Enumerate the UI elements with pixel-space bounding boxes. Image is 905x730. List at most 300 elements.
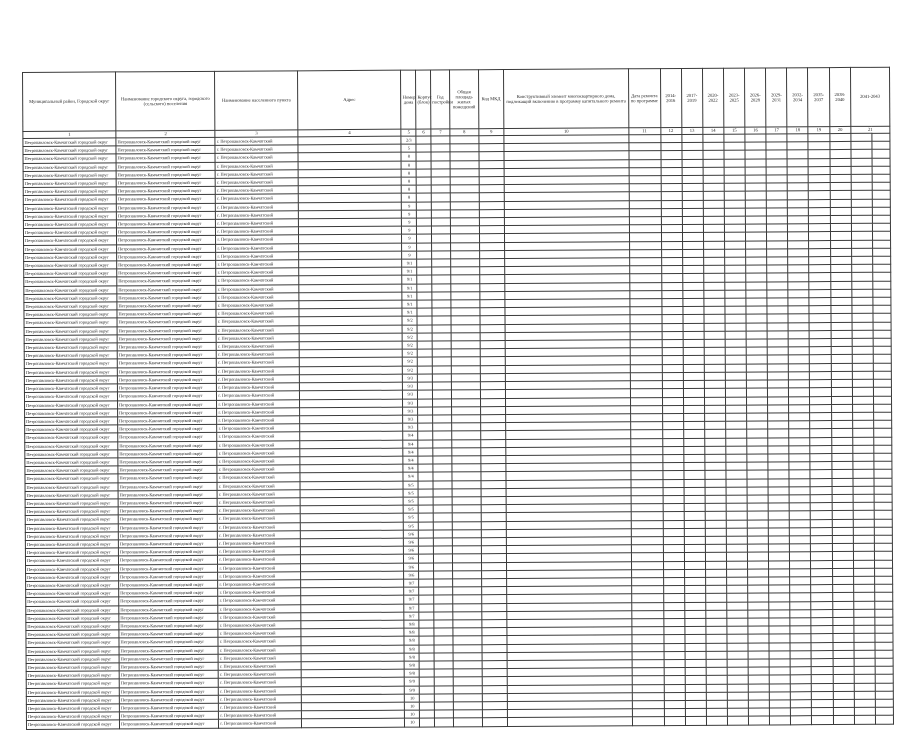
period-cell xyxy=(727,659,748,667)
district-cell: Петропавловск-Камчатский городской округ xyxy=(24,294,117,303)
house-number-cell: 9/4 xyxy=(403,464,418,472)
period-cell xyxy=(852,355,873,363)
period-cell xyxy=(767,298,788,306)
living-area-cell xyxy=(453,603,482,611)
period-cell xyxy=(663,528,684,536)
settlement-cell: г. Петропавловск-Камчатский xyxy=(218,588,301,597)
municipality-cell: Петропавловск-Камчатский городской округ xyxy=(117,277,216,286)
municipality-cell: Петропавловск-Камчатский городской округ xyxy=(117,269,216,278)
period-cell xyxy=(788,314,809,322)
column-number-cell: 20 xyxy=(829,126,850,133)
period-cell xyxy=(831,322,852,330)
building-block-cell xyxy=(418,415,433,423)
build-year-cell xyxy=(432,226,451,234)
repair-date-cell xyxy=(632,602,664,610)
period-cell xyxy=(726,462,747,470)
column-number-cell: 15 xyxy=(724,127,745,134)
period-cell xyxy=(810,396,831,404)
living-area-cell xyxy=(450,210,479,218)
period-cell xyxy=(789,486,810,494)
house-number-cell: 10 xyxy=(405,719,420,727)
period-cell xyxy=(769,610,790,618)
period-cell xyxy=(853,568,874,576)
build-year-cell xyxy=(432,357,451,365)
building-code-cell xyxy=(481,562,506,570)
district-cell: Петропавловск-Камчатский городской округ xyxy=(24,335,117,344)
district-cell: Петропавловск-Камчатский городской округ xyxy=(23,154,116,163)
period-cell xyxy=(683,364,704,372)
build-year-cell xyxy=(432,333,451,341)
repair-date-cell xyxy=(630,405,662,413)
period-cell xyxy=(770,716,791,724)
living-area-cell xyxy=(452,464,481,472)
period-cell xyxy=(809,248,830,256)
repair-date-cell xyxy=(629,167,661,175)
period-cell xyxy=(875,584,893,592)
period-cell xyxy=(810,355,831,363)
period-cell xyxy=(746,241,767,249)
repair-date-cell xyxy=(629,184,661,192)
period-cell xyxy=(662,463,683,471)
period-cell xyxy=(768,405,789,413)
repair-date-cell xyxy=(629,225,661,233)
period-cell xyxy=(703,224,724,232)
period-cell xyxy=(663,545,684,553)
house-number-cell: 9/2 xyxy=(403,333,418,341)
period-cell xyxy=(852,379,873,387)
building-block-cell xyxy=(417,193,432,201)
period-cell xyxy=(874,429,892,437)
district-cell: Петропавловск-Камчатский городской округ xyxy=(25,556,118,565)
living-area-cell xyxy=(451,218,480,226)
municipality-cell: Петропавловск-Камчатский городской округ xyxy=(118,482,217,491)
period-cell xyxy=(726,413,747,421)
building-code-cell xyxy=(480,316,505,324)
period-cell xyxy=(873,314,891,322)
period-cell xyxy=(703,208,724,216)
house-number-cell: 9/1 xyxy=(402,300,417,308)
period-cell xyxy=(853,453,874,461)
period-cell xyxy=(748,626,769,634)
period-cell xyxy=(830,240,851,248)
period-cell xyxy=(809,306,830,314)
living-area-cell xyxy=(450,193,479,201)
building-block-cell xyxy=(416,136,431,144)
repair-date-cell xyxy=(632,676,664,684)
period-cell xyxy=(787,175,808,183)
period-cell xyxy=(685,676,706,684)
district-cell: Петропавловск-Камчатский городской округ xyxy=(25,441,118,450)
building-block-cell xyxy=(419,522,434,530)
build-year-cell xyxy=(433,489,452,497)
period-cell xyxy=(726,561,747,569)
period-cell xyxy=(664,643,685,651)
building-block-cell xyxy=(418,366,433,374)
municipality-cell: Петропавловск-Камчатский городской округ xyxy=(119,687,218,696)
period-cell xyxy=(830,158,851,166)
header-cell: 2038-2040 xyxy=(829,67,851,126)
house-number-cell: 10 xyxy=(405,694,420,702)
period-cell xyxy=(788,331,809,339)
header-cell: 2035-2037 xyxy=(808,68,830,127)
municipality-cell: Петропавловск-Камчатский городской округ xyxy=(119,695,218,704)
period-cell xyxy=(705,446,726,454)
build-year-cell xyxy=(431,160,450,168)
period-cell xyxy=(853,560,874,568)
municipality-cell: Петропавловск-Камчатский городской округ xyxy=(119,703,218,712)
building-code-cell xyxy=(481,603,506,611)
building-code-cell xyxy=(480,447,505,455)
period-cell xyxy=(851,224,872,232)
period-cell xyxy=(769,667,790,675)
house-number-cell: 9/8 xyxy=(405,661,420,669)
period-cell xyxy=(745,200,766,208)
period-cell xyxy=(727,708,748,716)
period-cell xyxy=(810,445,831,453)
settlement-cell: г. Петропавловск-Камчатский xyxy=(216,301,299,310)
period-cell xyxy=(664,659,685,667)
structural-element-cell xyxy=(507,717,632,726)
period-cell xyxy=(873,264,891,272)
settlement-cell: г. Петропавловск-Камчатский xyxy=(217,473,300,482)
build-year-cell xyxy=(434,595,453,603)
building-code-cell xyxy=(480,439,505,447)
period-cell xyxy=(746,364,767,372)
period-cell xyxy=(746,355,767,363)
build-year-cell xyxy=(432,284,451,292)
period-cell xyxy=(746,249,767,257)
period-cell xyxy=(725,257,746,265)
period-cell xyxy=(875,683,893,691)
house-number-cell: 9/5 xyxy=(404,505,419,513)
settlement-cell: г. Петропавловск-Камчатский xyxy=(218,637,301,646)
living-area-cell xyxy=(451,226,480,234)
header-cell: Адрес xyxy=(297,70,401,130)
repair-date-cell xyxy=(629,241,661,249)
building-block-cell xyxy=(418,398,433,406)
period-cell xyxy=(831,314,852,322)
period-cell xyxy=(874,453,892,461)
settlement-cell: г. Петропавловск-Камчатский xyxy=(218,596,301,605)
period-cell xyxy=(830,183,851,191)
column-number-cell: 16 xyxy=(745,127,766,134)
building-block-cell xyxy=(418,481,433,489)
living-area-cell xyxy=(453,546,482,554)
repair-date-cell xyxy=(631,528,663,536)
period-cell xyxy=(663,553,684,561)
period-cell xyxy=(788,224,809,232)
period-cell xyxy=(746,232,767,240)
district-cell: Петропавловск-Камчатский городской округ xyxy=(26,655,119,664)
municipality-cell: Петропавловск-Камчатский городской округ xyxy=(117,326,216,335)
period-cell xyxy=(811,544,832,552)
period-cell xyxy=(746,265,767,273)
period-cell xyxy=(745,183,766,191)
living-area-cell xyxy=(453,669,482,677)
settlement-cell: г. Петропавловск-Камчатский xyxy=(217,350,300,359)
settlement-cell: г. Петропавловск-Камчатский xyxy=(217,334,300,343)
building-block-cell xyxy=(418,513,433,521)
period-cell xyxy=(831,453,852,461)
house-number-cell: 9/7 xyxy=(404,604,419,612)
period-cell xyxy=(790,568,811,576)
building-block-cell xyxy=(417,284,432,292)
district-cell: Петропавловск-Камчатский городской округ xyxy=(24,245,117,254)
period-cell xyxy=(851,183,872,191)
period-cell xyxy=(662,479,683,487)
settlement-cell: г. Петропавловск-Камчатский xyxy=(216,186,299,195)
period-cell xyxy=(854,667,875,675)
municipality-cell: Петропавловск-Камчатский городской округ xyxy=(118,523,217,532)
period-cell xyxy=(683,380,704,388)
house-number-cell: 9/1 xyxy=(402,259,417,267)
period-cell xyxy=(661,266,682,274)
period-cell xyxy=(810,330,831,338)
repair-date-cell xyxy=(630,414,662,422)
building-code-cell xyxy=(479,275,504,283)
period-cell xyxy=(767,314,788,322)
period-cell xyxy=(705,536,726,544)
settlement-cell: г. Петропавловск-Камчатский xyxy=(216,284,299,293)
period-cell xyxy=(747,429,768,437)
period-cell xyxy=(851,240,872,248)
building-block-cell xyxy=(417,218,432,226)
municipality-cell: Петропавловск-Камчатский городской округ xyxy=(116,178,215,187)
period-cell xyxy=(874,486,892,494)
district-cell: Петропавловск-Камчатский городской округ xyxy=(23,228,116,237)
period-cell xyxy=(873,404,891,412)
period-cell xyxy=(724,167,745,175)
build-year-cell xyxy=(432,316,451,324)
header-cell: 2026-2028 xyxy=(745,68,767,127)
period-cell xyxy=(790,593,811,601)
period-cell xyxy=(831,363,852,371)
living-area-cell xyxy=(453,702,482,710)
district-cell: Петропавловск-Камчатский городской округ xyxy=(25,458,118,467)
period-cell xyxy=(788,298,809,306)
settlement-cell: г. Петропавловск-Камчатский xyxy=(218,645,301,654)
living-area-cell xyxy=(453,587,482,595)
municipality-cell: Петропавловск-Камчатский городской округ xyxy=(117,252,216,261)
municipality-cell: Петропавловск-Камчатский городской округ xyxy=(119,588,218,597)
district-cell: Петропавловск-Камчатский городской округ xyxy=(25,532,118,541)
period-cell xyxy=(705,577,726,585)
settlement-cell: г. Петропавловск-Камчатский xyxy=(219,686,302,695)
period-cell xyxy=(727,626,748,634)
period-cell xyxy=(767,322,788,330)
period-cell xyxy=(809,175,830,183)
period-cell xyxy=(768,487,789,495)
period-cell xyxy=(810,322,831,330)
living-area-cell xyxy=(452,390,481,398)
building-block-cell xyxy=(417,275,432,283)
period-cell xyxy=(726,487,747,495)
period-cell xyxy=(726,479,747,487)
municipality-cell: Петропавловск-Камчатский городской округ xyxy=(117,351,216,360)
building-block-cell xyxy=(417,234,432,242)
building-block-cell xyxy=(419,612,434,620)
period-cell xyxy=(875,576,893,584)
building-block-cell xyxy=(419,661,434,669)
build-year-cell xyxy=(433,497,452,505)
period-cell xyxy=(745,167,766,175)
period-cell xyxy=(851,232,872,240)
period-cell xyxy=(663,536,684,544)
period-cell xyxy=(725,274,746,282)
period-cell xyxy=(726,520,747,528)
building-code-cell xyxy=(481,579,506,587)
repair-date-cell xyxy=(631,512,663,520)
repair-date-cell xyxy=(631,578,663,586)
period-cell xyxy=(853,511,874,519)
building-block-cell xyxy=(418,489,433,497)
period-cell xyxy=(851,256,872,264)
period-cell xyxy=(768,478,789,486)
period-cell xyxy=(703,183,724,191)
municipality-cell: Петропавловск-Камчатский городской округ xyxy=(118,441,217,450)
period-cell xyxy=(831,339,852,347)
build-year-cell xyxy=(433,407,452,415)
building-code-cell xyxy=(481,587,506,595)
municipality-cell: Петропавловск-Камчатский городской округ xyxy=(116,203,215,212)
period-cell xyxy=(769,626,790,634)
period-cell xyxy=(769,552,790,560)
period-cell xyxy=(812,708,833,716)
living-area-cell xyxy=(450,144,479,152)
building-code-cell xyxy=(481,538,506,546)
period-cell xyxy=(767,281,788,289)
period-cell xyxy=(809,314,830,322)
district-cell: Петропавловск-Камчатский городской округ xyxy=(25,507,118,516)
repair-date-cell xyxy=(632,717,664,725)
period-cell xyxy=(808,134,829,142)
house-number-cell: 9/1 xyxy=(402,284,417,292)
period-cell xyxy=(724,216,745,224)
period-cell xyxy=(662,340,683,348)
period-cell xyxy=(685,668,706,676)
period-cell xyxy=(664,717,685,725)
period-cell xyxy=(727,602,748,610)
period-cell xyxy=(704,421,725,429)
municipality-cell: Петропавловск-Камчатский городской округ xyxy=(119,621,218,630)
period-cell xyxy=(833,708,854,716)
house-number-cell: 9/6 xyxy=(404,538,419,546)
period-cell xyxy=(811,486,832,494)
period-cell xyxy=(663,512,684,520)
municipality-cell: Петропавловск-Камчатский городской округ xyxy=(117,293,216,302)
district-cell: Петропавловск-Камчатский городской округ xyxy=(24,327,117,336)
building-code-cell xyxy=(479,242,504,250)
municipality-cell: Петропавловск-Камчатский городской округ xyxy=(116,195,215,204)
repair-date-cell xyxy=(629,266,661,274)
period-cell xyxy=(726,438,747,446)
living-area-cell xyxy=(451,251,480,259)
period-cell xyxy=(833,634,854,642)
period-cell xyxy=(789,421,810,429)
period-cell xyxy=(769,634,790,642)
period-cell xyxy=(683,405,704,413)
living-area-cell xyxy=(454,710,483,718)
building-code-cell xyxy=(482,669,507,677)
build-year-cell xyxy=(434,669,453,677)
building-code-cell xyxy=(481,513,506,521)
period-cell xyxy=(725,388,746,396)
living-area-cell xyxy=(452,472,481,480)
period-cell xyxy=(854,601,875,609)
period-cell xyxy=(706,618,727,626)
period-cell xyxy=(661,282,682,290)
period-cell xyxy=(812,691,833,699)
settlement-cell: г. Петропавловск-Камчатский xyxy=(218,613,301,622)
period-cell xyxy=(810,462,831,470)
period-cell xyxy=(789,413,810,421)
period-cell xyxy=(727,643,748,651)
period-cell xyxy=(832,568,853,576)
settlement-cell: г. Петропавловск-Камчатский xyxy=(218,572,301,581)
district-cell: Петропавловск-Камчатский городской округ xyxy=(25,523,118,532)
municipality-cell: Петропавловск-Камчатский городской округ xyxy=(118,474,217,483)
settlement-cell: г. Петропавловск-Камчатский xyxy=(216,325,299,334)
period-cell xyxy=(854,691,875,699)
building-code-cell xyxy=(481,488,506,496)
period-cell xyxy=(768,372,789,380)
period-cell xyxy=(662,348,683,356)
settlement-cell: г. Петропавловск-Камчатский xyxy=(216,170,299,179)
period-cell xyxy=(791,700,812,708)
period-cell xyxy=(725,405,746,413)
house-number-cell: 10 xyxy=(405,710,420,718)
header-cell: 2041-2043 xyxy=(850,67,890,126)
period-cell xyxy=(875,699,893,707)
repair-date-cell xyxy=(631,594,663,602)
repair-date-cell xyxy=(632,701,664,709)
period-cell xyxy=(789,462,810,470)
house-number-cell: 9/5 xyxy=(404,489,419,497)
period-cell xyxy=(747,462,768,470)
period-cell xyxy=(726,495,747,503)
living-area-cell xyxy=(451,234,480,242)
period-cell xyxy=(875,609,893,617)
period-cell xyxy=(683,315,704,323)
period-cell xyxy=(664,709,685,717)
district-cell: Петропавловск-Камчатский городской округ xyxy=(26,581,119,590)
period-cell xyxy=(706,643,727,651)
municipality-cell: Петропавловск-Камчатский городской округ xyxy=(117,375,216,384)
period-cell xyxy=(705,438,726,446)
period-cell xyxy=(790,659,811,667)
period-cell xyxy=(791,708,812,716)
build-year-cell xyxy=(435,718,454,726)
period-cell xyxy=(682,208,703,216)
period-cell xyxy=(727,700,748,708)
period-cell xyxy=(724,183,745,191)
district-cell: Петропавловск-Камчатский городской округ xyxy=(24,302,117,311)
period-cell xyxy=(874,552,892,560)
repair-date-cell xyxy=(631,463,663,471)
column-number-cell: 4 xyxy=(298,129,402,137)
period-cell xyxy=(724,233,745,241)
period-cell xyxy=(683,348,704,356)
period-cell xyxy=(874,502,892,510)
period-cell xyxy=(769,618,790,626)
repair-date-cell xyxy=(629,135,661,143)
living-area-cell xyxy=(452,505,481,513)
building-code-cell xyxy=(481,570,506,578)
living-area-cell xyxy=(453,562,482,570)
period-cell xyxy=(766,183,787,191)
period-cell xyxy=(748,684,769,692)
house-number-cell: 9/3 xyxy=(403,374,418,382)
